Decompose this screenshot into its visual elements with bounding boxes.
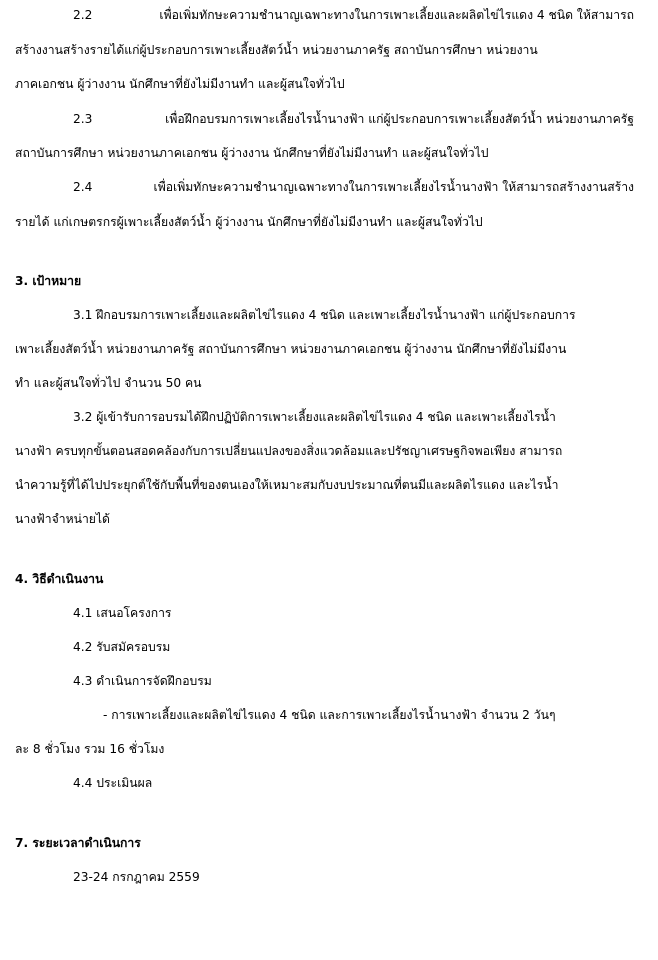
objective-text: สร้างงานสร้างรายได้แก่ผู้ประกอบการเพาะเลี้ยงสัตว์น้ำ หน่วยงานภาครัฐ สถาบันการศึกษา หน่วยงาน (15, 43, 538, 57)
section-heading-method: 4. วิธีดำเนินงาน (15, 572, 104, 586)
method-step-4-3: 4.3 ดำเนินการจัดฝึกอบรม (73, 674, 212, 688)
objective-2-2-line2 (15, 41, 634, 59)
target-3-2-line2: นางฟ้า ครบทุกขั้นตอนสอดคล้องกับการเปลี่ยนแปลงของสิ่งแวดล้อมและปรัชญาเศรษฐกิจพอเพียง สามารถ (15, 444, 563, 458)
section-heading-targets: 3. เป้าหมาย (15, 274, 82, 288)
objective-2-2-line3: ภาคเอกชน ผู้ว่างงาน นักศึกษาที่ยังไม่มีงานทำ และผู้สนใจทั่วไป (15, 77, 345, 91)
objective-2-3-line2: สถาบันการศึกษา หน่วยงานภาคเอกชน ผู้ว่างงาน นักศึกษาที่ยังไม่มีงานทำ และผู้สนใจทั่วไป (15, 146, 489, 160)
objective-number: 2.4 (73, 180, 93, 194)
target-3-2-line3: นำความรู้ที่ได้ไปประยุกต์ใช้กับพื้นที่ของตนเองให้เหมาะสมกับงบประมาณที่ตนมีและผลิตไรแดง และไรน้ำ (15, 478, 559, 492)
duration-dates: 23-24 กรกฎาคม 2559 (73, 870, 200, 884)
objective-2-2-line1 (73, 6, 634, 24)
objective-number: 2.3 (73, 112, 93, 126)
method-bullet-line1: - การเพาะเลี้ยงและผลิตไข่ไรแดง 4 ชนิด และการเพาะเลี้ยงไรน้ำนางฟ้า จำนวน 2 วันๆ (103, 708, 556, 722)
target-3-2-line1: 3.2 ผู้เข้ารับการอบรมได้ฝึกปฏิบัติการเพาะเลี้ยงและผลิตไข่ไรแดง 4 ชนิด และเพาะเลี้ยงไรน้ำ (73, 410, 556, 424)
objective-2-3-line1 (73, 110, 634, 128)
objective-2-4-line2: รายได้ แก่เกษตรกรผู้เพาะเลี้ยงสัตว์น้ำ ผู้ว่างงาน นักศึกษาที่ยังไม่มีงานทำ และผู้สนใจทั่วไป (15, 215, 483, 229)
target-3-1-line3: ทำ และผู้สนใจทั่วไป จำนวน 50 คน (15, 376, 202, 390)
method-step-4-2: 4.2 รับสมัครอบรม (73, 640, 171, 654)
objective-text: เพื่อเพิ่มทักษะความชำนาญเฉพาะทางในการเพาะเลี้ยงและผลิตไข่ไรแดง 4 ชนิด ให้สามารถ (159, 8, 634, 22)
target-3-2-line4: นางฟ้าจำหน่ายได้ (15, 512, 110, 526)
objective-number: 2.2 (73, 8, 93, 22)
objective-text: เพื่อเพิ่มทักษะความชำนาญเฉพาะทางในการเพาะเลี้ยงไรน้ำนางฟ้า ให้สามารถสร้างงานสร้าง (153, 180, 634, 194)
objective-text: เพื่อฝึกอบรมการเพาะเลี้ยงไรน้ำนางฟ้า แก่ผู้ประกอบการเพาะเลี้ยงสัตว์น้ำ หน่วยงานภาครัฐ (165, 112, 634, 126)
target-3-1-line2: เพาะเลี้ยงสัตว์น้ำ หน่วยงานภาครัฐ สถาบันการศึกษา หน่วยงานภาคเอกชน ผู้ว่างงาน นักศึกษาที่ยังไม่มีงาน (15, 342, 567, 356)
method-bullet-line2: ละ 8 ชั่วโมง รวม 16 ชั่วโมง (15, 742, 165, 756)
section-heading-duration: 7. ระยะเวลาดำเนินการ (15, 836, 141, 850)
objective-2-4-line1 (73, 178, 634, 196)
method-step-4-1: 4.1 เสนอโครงการ (73, 606, 172, 620)
method-step-4-4: 4.4 ประเมินผล (73, 776, 153, 790)
target-3-1-line1: 3.1 ฝึกอบรมการเพาะเลี้ยงและผลิตไข่ไรแดง 4 ชนิด และเพาะเลี้ยงไรน้ำนางฟ้า แก่ผู้ประกอบการ (73, 308, 576, 322)
